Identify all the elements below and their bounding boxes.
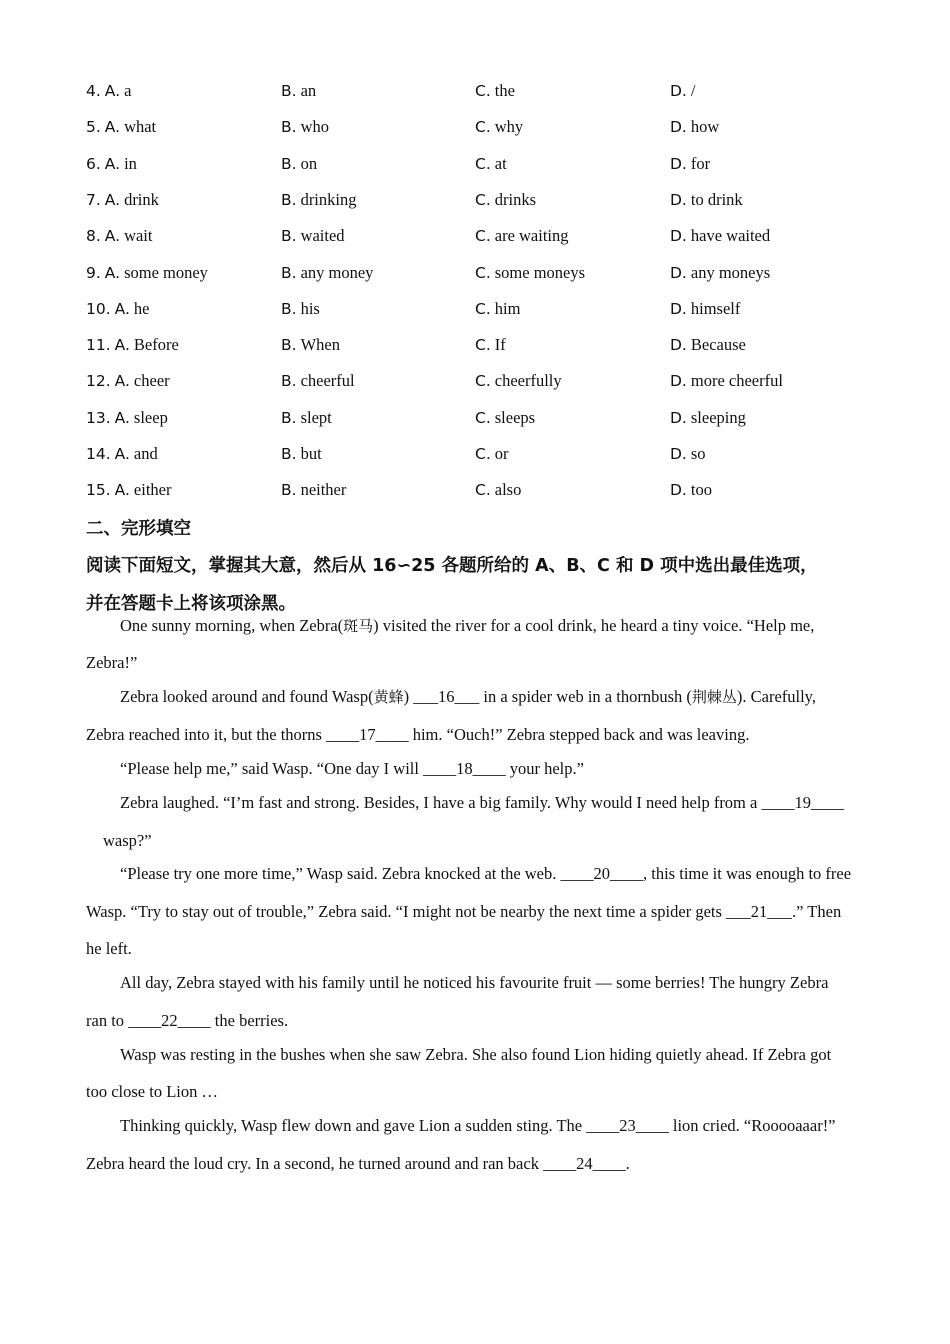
option-letter: A. (114, 372, 130, 390)
option-text: are waiting (494, 226, 569, 245)
option-text: cheerfully (494, 371, 562, 390)
option-b (281, 188, 356, 213)
option-letter: B. (281, 118, 297, 136)
option-letter: A. (114, 409, 130, 427)
passage-text: the berries. (210, 1011, 289, 1030)
option-text: sleeping (690, 408, 746, 427)
passage-text: “Please help me,” said Wasp. “One day I will (120, 759, 424, 778)
option-letter: D. (670, 481, 687, 499)
option-letter: C. (475, 191, 491, 209)
passage-line (86, 901, 841, 923)
option-letter: D. (670, 409, 687, 427)
option-b (281, 333, 340, 358)
passage-line (120, 792, 844, 814)
option-d (670, 442, 706, 467)
option-letter: A. (114, 336, 130, 354)
option-b (281, 297, 320, 322)
option-d (670, 369, 783, 394)
option-a (86, 261, 208, 286)
passage-text: “Please try one more time,” Wasp said. Zebra knocked at the web. (120, 864, 561, 883)
passage-text: in a spider web in a thornbush ( (479, 687, 692, 706)
option-c (475, 79, 515, 104)
option-a (86, 115, 156, 140)
option-text: what (124, 117, 157, 136)
option-text: too (690, 480, 712, 499)
option-text: neither (300, 480, 347, 499)
question-number: 11. (86, 336, 111, 354)
option-a (86, 224, 152, 249)
option-letter: A. (104, 155, 121, 173)
option-letter: C. (475, 445, 491, 463)
option-letter: C. (475, 155, 491, 173)
passage-text-cjk: 荆棘丛 (691, 688, 737, 706)
passage-text: Zebra heard the loud cry. In a second, he turned around and ran back (86, 1154, 544, 1173)
option-c (475, 224, 569, 249)
blank-23: ____23____ (586, 1116, 669, 1135)
option-text: or (494, 444, 509, 463)
option-letter: C. (475, 118, 491, 136)
option-text: drinks (494, 190, 536, 209)
option-text: cheerful (300, 371, 355, 390)
option-a (86, 152, 137, 177)
option-c (475, 406, 535, 431)
option-c (475, 442, 509, 467)
option-b (281, 152, 317, 177)
option-text: more cheerful (690, 371, 783, 390)
option-b (281, 115, 329, 140)
question-number: 7. (86, 191, 101, 209)
blank-21: ___21___ (726, 902, 793, 921)
passage-line: too close to Lion … (86, 1082, 218, 1101)
option-letter: B. (281, 445, 297, 463)
option-d (670, 297, 740, 322)
question-number: 9. (86, 264, 101, 282)
option-letter: C. (475, 264, 491, 282)
option-letter: D. (670, 300, 687, 318)
option-letter: B. (281, 336, 297, 354)
option-letter: A. (104, 118, 121, 136)
blank-17: ____17____ (326, 725, 409, 744)
option-letter: A. (114, 481, 130, 499)
passage-line (120, 615, 814, 637)
option-text: some money (124, 263, 208, 282)
passage-text: your help.” (505, 759, 584, 778)
passage-line: he left. (86, 939, 132, 958)
passage-text: ) visited the river for a cool drink, he heard a tiny voice. “Help me, (373, 616, 815, 635)
option-letter: D. (670, 191, 687, 209)
option-text: / (690, 81, 696, 100)
question-number: 6. (86, 155, 101, 173)
option-d (670, 152, 710, 177)
option-a (86, 188, 159, 213)
blank-19: ____19____ (761, 793, 844, 812)
passage-text: ). Carefully, (736, 687, 816, 706)
option-a (86, 478, 171, 503)
question-number: 14. (86, 445, 111, 463)
question-number: 5. (86, 118, 101, 136)
option-letter: D. (670, 264, 687, 282)
option-a (86, 369, 170, 394)
option-text: drinking (300, 190, 357, 209)
option-letter: C. (475, 372, 491, 390)
option-c (475, 152, 507, 177)
option-text: If (494, 335, 506, 354)
passage-text: Thinking quickly, Wasp flew down and gave Lion a sudden sting. The (120, 1116, 587, 1135)
option-letter: C. (475, 82, 491, 100)
passage-text-cjk: 黄蜂 (373, 688, 404, 706)
passage-line (86, 1010, 288, 1032)
option-text: in (124, 154, 137, 173)
option-letter: C. (475, 336, 491, 354)
option-text: and (133, 444, 158, 463)
option-text: Because (690, 335, 746, 354)
option-letter: D. (670, 155, 687, 173)
question-number: 10. (86, 300, 111, 318)
option-text: either (133, 480, 172, 499)
passage-text: ) (403, 687, 414, 706)
option-letter: B. (281, 264, 297, 282)
option-c (475, 297, 520, 322)
option-letter: B. (281, 227, 297, 245)
passage-text: Wasp. “Try to stay out of trouble,” Zebra said. “I might not be nearby the next time a spider gets (86, 902, 727, 921)
option-a (86, 79, 131, 104)
option-text: When (300, 335, 340, 354)
question-number: 4. (86, 82, 101, 100)
option-text: an (300, 81, 317, 100)
question-number: 15. (86, 481, 111, 499)
option-text: any moneys (690, 263, 771, 282)
blank-22: ____22____ (128, 1011, 211, 1030)
option-text: slept (300, 408, 332, 427)
question-number: 13. (86, 409, 111, 427)
option-text: wait (124, 226, 153, 245)
passage-text: Zebra looked around and found Wasp( (120, 687, 374, 706)
option-letter: D. (670, 336, 687, 354)
passage-line (120, 1115, 836, 1137)
passage-line: Wasp was resting in the bushes when she saw Zebra. She also found Lion hiding quietly ahead. If Zebra got (120, 1045, 832, 1064)
option-b (281, 478, 346, 503)
passage-text: lion cried. “Rooooaaar!” (668, 1116, 836, 1135)
option-letter: A. (114, 445, 130, 463)
option-b (281, 369, 355, 394)
option-d (670, 224, 770, 249)
option-letter: D. (670, 227, 687, 245)
option-text: why (494, 117, 524, 136)
option-b (281, 442, 322, 467)
option-letter: C. (475, 481, 491, 499)
option-text: Before (133, 335, 179, 354)
option-letter: B. (281, 191, 297, 209)
option-d (670, 333, 746, 358)
option-c (475, 115, 523, 140)
passage-text: Zebra laughed. “I’m fast and strong. Besides, I have a big family. Why would I need help from a (120, 793, 762, 812)
option-text: his (300, 299, 320, 318)
option-d (670, 406, 746, 431)
option-c (475, 261, 585, 286)
option-text: himself (690, 299, 741, 318)
blank-24: ____24____ (543, 1154, 626, 1173)
option-letter: D. (670, 445, 687, 463)
option-b (281, 224, 345, 249)
option-text: on (300, 154, 318, 173)
instruction-line-2: 并在答题卡上将该项涂黑。 (86, 594, 296, 614)
option-a (86, 297, 150, 322)
option-letter: B. (281, 300, 297, 318)
option-text: a (124, 81, 132, 100)
option-text: drink (124, 190, 159, 209)
passage-text: . (625, 1154, 630, 1173)
passage-line (120, 863, 851, 885)
passage-text: , this time it was enough to free (643, 864, 852, 883)
section-title: 二、完形填空 (86, 519, 191, 539)
passage-line: All day, Zebra stayed with his family until he noticed his favourite fruit — some berries! The hungry Zebra (120, 973, 829, 992)
option-d (670, 188, 743, 213)
option-b (281, 406, 332, 431)
option-text: waited (300, 226, 345, 245)
passage-text: him. “Ouch!” Zebra stepped back and was leaving. (408, 725, 750, 744)
passage-text: .” Then (792, 902, 842, 921)
passage-text: Zebra reached into it, but the thorns (86, 725, 327, 744)
option-letter: A. (104, 227, 121, 245)
option-text: also (494, 480, 522, 499)
option-text: him (494, 299, 521, 318)
option-a (86, 333, 179, 358)
option-c (475, 369, 562, 394)
passage-line (86, 1153, 630, 1175)
option-letter: D. (670, 118, 687, 136)
option-letter: B. (281, 409, 297, 427)
blank-18: ____18____ (423, 759, 506, 778)
instruction-line-1: 阅读下面短文，掌握其大意，然后从 16∽25 各题所给的 A、B、C 和 D 项中选出最佳选项， (86, 556, 818, 576)
blank-16: ___16___ (413, 687, 480, 706)
option-text: but (300, 444, 322, 463)
question-number: 12. (86, 372, 111, 390)
option-letter: A. (104, 82, 121, 100)
option-text: who (300, 117, 329, 136)
option-letter: B. (281, 82, 297, 100)
option-text: have waited (690, 226, 771, 245)
option-letter: A. (114, 300, 130, 318)
passage-text-cjk: 斑马 (343, 617, 374, 635)
option-c (475, 333, 506, 358)
option-text: sleep (133, 408, 168, 427)
option-c (475, 188, 536, 213)
option-text: cheer (133, 371, 170, 390)
option-letter: B. (281, 372, 297, 390)
passage-line: Zebra!” (86, 653, 138, 672)
option-letter: C. (475, 300, 491, 318)
option-b (281, 261, 373, 286)
option-letter: D. (670, 82, 687, 100)
option-text: for (690, 154, 711, 173)
option-text: how (690, 117, 720, 136)
option-d (670, 261, 770, 286)
option-text: to drink (690, 190, 743, 209)
option-letter: B. (281, 155, 297, 173)
option-letter: C. (475, 227, 491, 245)
passage-line (120, 686, 816, 708)
option-text: he (133, 299, 150, 318)
option-text: any money (300, 263, 374, 282)
blank-20: ____20____ (560, 864, 644, 883)
option-d (670, 478, 712, 503)
option-b (281, 79, 316, 104)
option-text: the (494, 81, 515, 100)
option-letter: A. (104, 264, 121, 282)
option-letter: B. (281, 481, 297, 499)
option-text: some moneys (494, 263, 586, 282)
option-d (670, 79, 695, 104)
option-letter: A. (104, 191, 121, 209)
option-text: so (690, 444, 706, 463)
question-number: 8. (86, 227, 101, 245)
passage-line (120, 758, 584, 780)
option-text: at (494, 154, 507, 173)
passage-text: One sunny morning, when Zebra( (120, 616, 344, 635)
option-letter: D. (670, 372, 687, 390)
option-letter: C. (475, 409, 491, 427)
option-c (475, 478, 521, 503)
option-d (670, 115, 719, 140)
passage-line (86, 724, 749, 746)
passage-text: ran to (86, 1011, 129, 1030)
option-a (86, 442, 158, 467)
option-text: sleeps (494, 408, 536, 427)
passage-line: wasp?” (103, 831, 152, 850)
option-a (86, 406, 168, 431)
